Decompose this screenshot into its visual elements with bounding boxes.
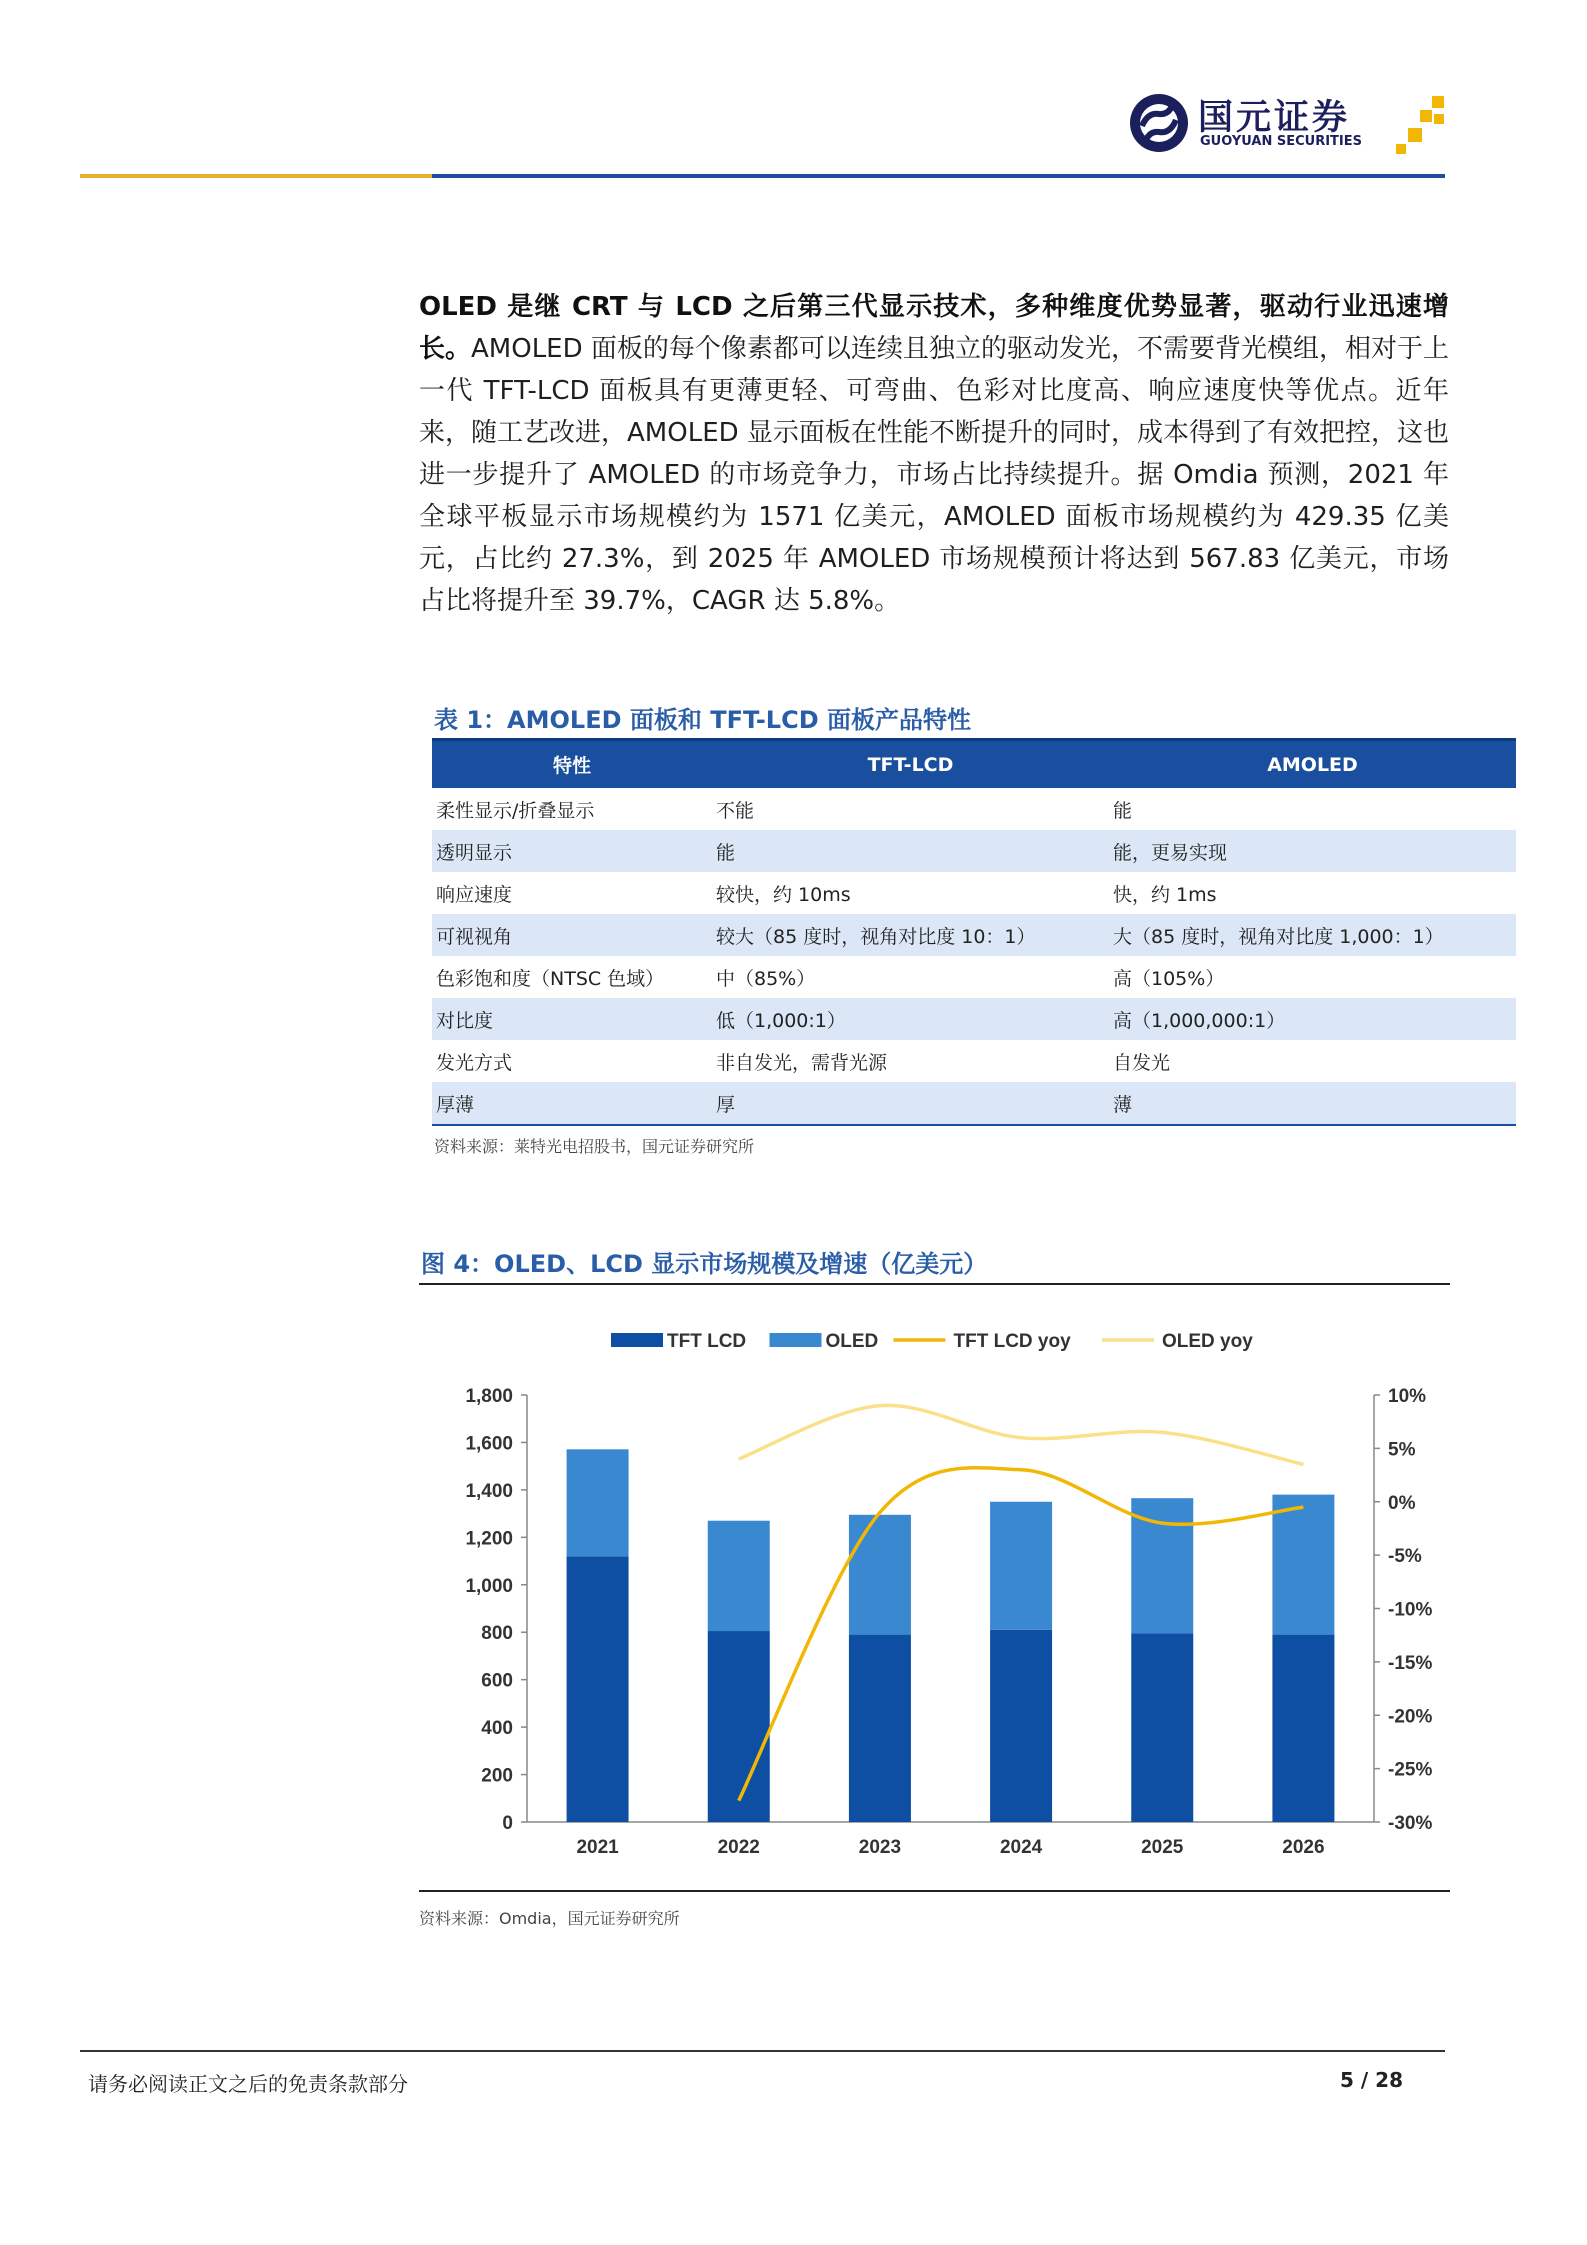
logo-squares-icon [1386, 92, 1456, 156]
bar-tft-lcd [1272, 1635, 1334, 1822]
table-row [432, 1040, 1516, 1082]
table-cell: 高（105%） [1113, 967, 1225, 990]
x-tick-label: 2024 [999, 1837, 1043, 1858]
table-header-cell: TFT-LCD [712, 740, 1109, 789]
table-row [432, 788, 1516, 830]
bar-tft-lcd [990, 1630, 1052, 1822]
table-header-row [432, 740, 1516, 789]
table-cell: 厚薄 [432, 1082, 712, 1125]
y-left-tick-label: 400 [481, 1718, 513, 1740]
figure-title: 图 4：OLED、LCD 显示市场规模及增速（亿美元） [421, 1250, 988, 1278]
y-right-tick-label: 5% [1388, 1439, 1416, 1461]
table-cell: 能，更易实现 [1109, 830, 1516, 872]
table-cell: 厚 [712, 1082, 1109, 1125]
table-header-cell: AMOLED [1109, 740, 1516, 789]
y-left-tick-label: 1,200 [465, 1528, 513, 1550]
table-cell: 较大（85 度时，视角对比度 10：1） [712, 914, 1109, 956]
bar-tft-lcd [1131, 1633, 1193, 1822]
logo-company-cn: 国元证券 [1198, 98, 1351, 138]
x-tick-label: 2021 [576, 1837, 619, 1858]
table-cell: 响应速度 [436, 883, 513, 906]
table-cell: 自发光 [1113, 1051, 1171, 1074]
table-row [432, 1082, 1516, 1125]
header-rule-gold [80, 174, 432, 178]
y-right-tick-label: 0% [1388, 1492, 1416, 1514]
table-row [432, 830, 1516, 872]
table-row [432, 914, 1516, 956]
bar-oled [567, 1449, 629, 1556]
table-cell: 不能 [716, 799, 755, 822]
table-cell: 柔性显示/折叠显示 [436, 799, 595, 822]
x-tick-label: 2022 [717, 1837, 760, 1858]
logo-emblem-icon [1128, 92, 1190, 154]
table-cell: 能 [1113, 799, 1133, 822]
bar-tft-lcd [849, 1635, 911, 1822]
table-row [432, 998, 1516, 1040]
table-cell: 薄 [1109, 1082, 1516, 1125]
company-logo [1128, 88, 1448, 158]
y-left-tick-label: 1,800 [465, 1386, 513, 1407]
table-cell: 中（85%） [716, 967, 816, 990]
x-tick-label: 2025 [1141, 1837, 1184, 1858]
table-cell: 透明显示 [432, 830, 712, 872]
y-left-tick-label: 200 [481, 1765, 513, 1787]
table-cell: 可视视角 [432, 914, 712, 956]
body-paragraph [419, 286, 1449, 622]
figure-rule-bottom [419, 1890, 1450, 1892]
legend-swatch [611, 1333, 663, 1347]
y-left-tick-label: 1,400 [465, 1480, 513, 1502]
y-right-tick-label: -20% [1388, 1706, 1433, 1728]
legend-label: OLED yoy [1162, 1331, 1253, 1352]
bar-tft-lcd [567, 1556, 629, 1822]
y-left-tick-label: 600 [481, 1670, 513, 1692]
logo-company-en: GUOYUAN SECURITIES [1200, 134, 1362, 149]
market-size-chart [419, 1290, 1450, 1886]
table-row [432, 872, 1516, 914]
footer-disclaimer: 请务必阅读正文之后的免责条款部分 [88, 2072, 408, 2096]
legend-label: OLED [825, 1331, 879, 1352]
table-cell: 高（1,000,000:1） [1109, 998, 1516, 1040]
y-right-tick-label: 10% [1388, 1386, 1427, 1407]
paragraph-body: AMOLED 面板的每个像素都可以连续且独立的驱动发光，不需要背光模组，相对于上一代 TFT-LCD 面板具有更薄更轻、可弯曲、色彩对比度高、响应速度快等优点。近年来，随工艺改进，AMOLED 显示面板在性能不断提升的同时，成本得到了有效把控，这也进一步提升了 AMOLED 的市场竞争力，市场占比持续提升。据 Omdia 预测，2021 年全球平板显示市场规模约为 1571 亿美元，AMOLED 面板市场规模约为 429.35 亿美元，占比约 27.3%，到 2025 年 AMOLED 市场规模预计将达到 567.83 亿美元，市场占比将提升至 39.7%，CAGR 达 5.8%。 [419, 334, 1449, 616]
bar-oled [990, 1502, 1052, 1630]
spec-table [432, 738, 1516, 1126]
y-right-tick-label: -10% [1388, 1599, 1433, 1621]
table-row [432, 956, 1516, 998]
page-number: 5 / 28 [1340, 2068, 1403, 2092]
table-cell: 大（85 度时，视角对比度 1,000：1） [1109, 914, 1516, 956]
y-left-tick-label: 0 [502, 1813, 513, 1834]
y-right-tick-label: -30% [1388, 1813, 1433, 1834]
x-tick-label: 2023 [858, 1837, 902, 1858]
table-cell: 色彩饱和度（NTSC 色域） [436, 967, 665, 990]
legend-label: TFT LCD yoy [953, 1331, 1071, 1352]
table-cell: 能 [712, 830, 1109, 872]
table-cell: 非自发光，需背光源 [716, 1051, 888, 1074]
bar-oled [1272, 1495, 1334, 1635]
y-left-tick-label: 1,000 [465, 1575, 513, 1597]
figure-source: 资料来源：Omdia，国元证券研究所 [419, 1909, 680, 1928]
y-left-tick-label: 800 [481, 1623, 513, 1645]
legend-swatch [770, 1333, 822, 1347]
line-oled-yoy [739, 1405, 1304, 1464]
bar-tft-lcd [708, 1631, 770, 1822]
header-rule-blue [432, 174, 1445, 178]
table-header-cell: 特性 [432, 740, 712, 789]
table-cell: 低（1,000:1） [712, 998, 1109, 1040]
y-right-tick-label: -15% [1388, 1652, 1433, 1674]
table-cell: 快，约 1ms [1113, 883, 1217, 906]
bar-oled [849, 1515, 911, 1635]
figure-rule-top [419, 1283, 1450, 1285]
footer-rule [80, 2050, 1445, 2052]
legend-label: TFT LCD [667, 1331, 747, 1352]
table-cell: 较快，约 10ms [716, 883, 851, 906]
table-cell: 发光方式 [436, 1051, 513, 1074]
y-right-tick-label: -5% [1388, 1546, 1422, 1568]
x-tick-label: 2026 [1282, 1837, 1325, 1858]
table-cell: 对比度 [432, 998, 712, 1040]
y-left-tick-label: 1,600 [465, 1433, 513, 1455]
paragraph-lead: OLED 是继 CRT 与 LCD 之后第三代显示技术，多种维度优势显著，驱动行业迅速增长。 [419, 292, 1449, 364]
bar-oled [708, 1521, 770, 1631]
table-source: 资料来源：莱特光电招股书，国元证券研究所 [434, 1137, 755, 1156]
y-right-tick-label: -25% [1388, 1759, 1433, 1781]
table-title: 表 1：AMOLED 面板和 TFT-LCD 面板产品特性 [434, 706, 971, 734]
